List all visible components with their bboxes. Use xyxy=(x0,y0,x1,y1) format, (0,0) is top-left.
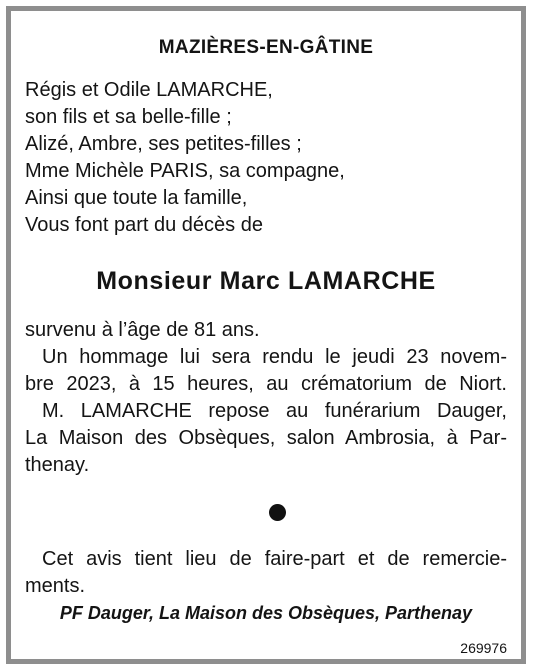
body-line: bre 2023, à 15 heures, au crématorium de Niort. xyxy=(25,373,507,395)
town-heading: MAZIÈRES-EN-GÂTINE xyxy=(158,37,374,58)
family-line: son fils et sa belle-fille ; xyxy=(25,106,232,128)
body-line: M. LAMARCHE repose au funérarium Dauger, xyxy=(42,400,507,422)
closing-line: ments. xyxy=(25,575,86,597)
notice-frame xyxy=(6,6,526,664)
family-line: Mme Michèle PARIS, sa compagne, xyxy=(25,160,345,182)
family-line: Ainsi que toute la famille, xyxy=(25,187,248,209)
notice-content xyxy=(25,11,507,659)
body-line: La Maison des Obsèques, salon Ambrosia, à Par- xyxy=(25,427,507,449)
reference-number: 269976 xyxy=(460,640,507,656)
family-line: Alizé, Ambre, ses petites-filles ; xyxy=(25,133,302,155)
body-line: survenu à l’âge de 81 ans. xyxy=(25,319,260,341)
family-line: Régis et Odile LAMARCHE, xyxy=(25,79,273,101)
body-line: thenay. xyxy=(25,454,90,476)
funeral-home: PF Dauger, La Maison des Obsèques, Parthenay xyxy=(59,603,473,623)
body-line: Un hommage lui sera rendu le jeudi 23 novem- xyxy=(42,346,507,368)
deceased-name: Monsieur Marc LAMARCHE xyxy=(96,267,436,295)
separator-bullet xyxy=(269,504,286,521)
closing-line: Cet avis tient lieu de faire-part et de remercie- xyxy=(42,548,507,570)
family-line: Vous font part du décès de xyxy=(25,214,263,236)
